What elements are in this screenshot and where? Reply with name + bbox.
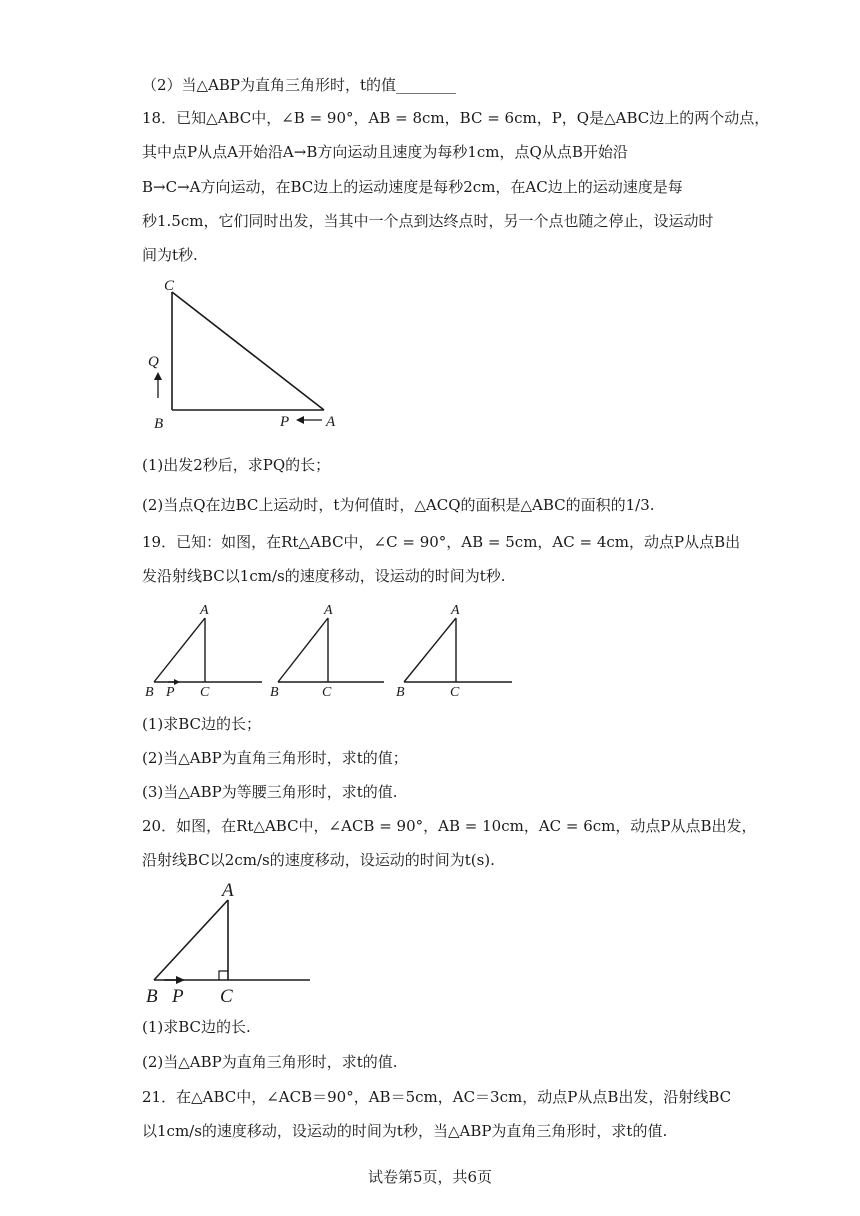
figure-q19 [140, 596, 520, 704]
fig20-label-A: A [222, 880, 234, 901]
figure-q18 [140, 272, 360, 442]
q20-line-2: 沿射线BC以2cm/s的速度移动，设运动的时间为t(s). [142, 851, 495, 869]
fig19-label-A1: A [200, 603, 209, 618]
fig20-label-C: C [220, 986, 233, 1007]
fig19-label-B1: B [145, 685, 154, 700]
q19-part2: (2)当△ABP为直角三角形时，求t的值； [142, 749, 408, 767]
label-B: B [154, 416, 164, 432]
label-Q: Q [148, 354, 159, 370]
label-P: P [280, 414, 290, 430]
fig19-label-C2: C [322, 685, 332, 700]
q18-line-1: 18．已知△ABC中，∠B = 90°，AB = 8cm，BC = 6cm，P，Q是△ABC边上的两个动点， [142, 109, 770, 127]
q20-part2: (2)当△ABP为直角三角形时，求t的值. [142, 1053, 398, 1071]
q20-part1: (1)求BC边的长. [142, 1018, 251, 1036]
q17-part2-line: （2）当△ABP为直角三角形时，t的值________ [142, 76, 457, 94]
label-A: A [326, 414, 336, 430]
figure-q20 [140, 876, 330, 1010]
fig19-label-C1: C [200, 685, 210, 700]
q19-line-2: 发沿射线BC以1cm/s的速度移动，设运动的时间为t秒. [142, 567, 506, 585]
fig19-label-B2: B [270, 685, 279, 700]
q20-line-1: 20．如图，在Rt△ABC中，∠ACB = 90°，AB = 10cm，AC = 6cm，动点P从点B出发， [142, 817, 757, 835]
fig19-label-B3: B [396, 685, 405, 700]
q18-line-3: B→C→A方向运动，在BC边上的运动速度是每秒2cm，在AC边上的运动速度是每 [142, 178, 683, 196]
q18-part2: (2)当点Q在边BC上运动时，t为何值时，△ACQ的面积是△ABC的面积的1/3. [142, 496, 655, 514]
q19-part1: (1)求BC边的长； [142, 715, 262, 733]
fig19-label-C3: C [450, 685, 460, 700]
q21-line-1: 21．在△ABC中，∠ACB＝90°，AB＝5cm，AC＝3cm，动点P从点B出发，沿射线BC [142, 1088, 732, 1106]
fig20-label-P: P [172, 986, 184, 1007]
q18-part1: (1)出发2秒后，求PQ的长； [142, 456, 331, 474]
q21-line-2: 以1cm/s的速度移动，设运动的时间为t秒，当△ABP为直角三角形时，求t的值. [142, 1122, 668, 1140]
fig19-label-A3: A [451, 603, 460, 618]
fig19-label-A2: A [324, 603, 333, 618]
q19-part3: (3)当△ABP为等腰三角形时，求t的值. [142, 783, 398, 801]
fig20-label-B: B [146, 986, 158, 1007]
q18-line-4: 秒1.5cm，它们同时出发，当其中一个点到达终点时，另一个点也随之停止，设运动时 [142, 212, 714, 230]
label-C: C [164, 278, 175, 294]
page-footer: 试卷第5页，共6页 [367, 1168, 493, 1186]
q18-line-5: 间为t秒. [142, 246, 198, 264]
fig19-label-P1: P [166, 685, 175, 700]
q19-line-1: 19．已知：如图，在Rt△ABC中，∠C = 90°，AB = 5cm，AC = 4cm，动点P从点B出 [142, 533, 741, 551]
q18-line-2: 其中点P从点A开始沿A→B方向运动且速度为每秒1cm，点Q从点B开始沿 [142, 143, 628, 161]
